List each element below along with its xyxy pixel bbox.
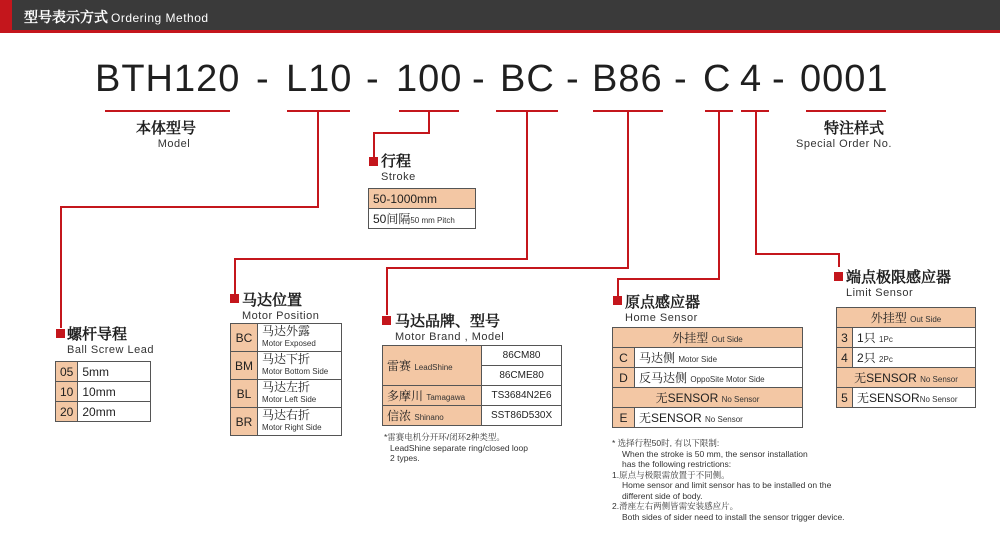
header-accent [0, 0, 12, 30]
bullet-square [230, 294, 239, 303]
motor-position-label: 马达位置 Motor Position [242, 292, 320, 322]
table-row: 雷赛 LeadShine 86CM80 [383, 346, 562, 366]
table-row: BR 马达右折 Motor Right Side [231, 408, 342, 436]
connector-lead [317, 111, 319, 207]
home-sensor-table [612, 327, 803, 428]
limit-sensor-label: 端点极限感应器 Limit Sensor [846, 269, 952, 299]
lead-label: 螺杆导程 Ball Screw Lead [67, 326, 154, 356]
connector-lead [60, 206, 62, 328]
bullet-square [56, 329, 65, 338]
bullet-square [613, 296, 622, 305]
motor-brand-label: 马达品牌、型号 Motor Brand , Model [395, 313, 505, 343]
sensor-note: * 选择行程50时, 有以下限制: When the stroke is 50 mm, the sensor installation has the following restrictions: 1.原点与极限需放置于不同侧。 Home sensor and limit sensor has to be installed on the different side of body. 2.滑座左右两侧皆需安装感应片。 Both sides of sider need to install the sensor trigger device. [612, 438, 845, 522]
bullet-square [834, 272, 843, 281]
connector-home [617, 278, 619, 296]
model-label: 本体型号 Model [136, 120, 197, 150]
limit-sensor-table [836, 307, 976, 408]
code-stroke: 100 [396, 58, 463, 100]
code-dash: - [674, 58, 687, 100]
table-row: 无SENSOR No Sensor [613, 388, 803, 408]
motor-position-table [230, 323, 342, 436]
underline-model [105, 110, 230, 112]
section-title: 型号表示方式 Ordering Method [24, 9, 209, 25]
code-motor-brand: B86 [592, 58, 663, 100]
stroke-label: 行程 Stroke [381, 153, 416, 183]
table-row: 10 10mm [56, 382, 151, 402]
connector-home [718, 111, 720, 279]
table-row: 3 1只 1Pc [837, 328, 976, 348]
connector-limit [755, 111, 757, 254]
connector-position [234, 258, 236, 294]
motor-brand-table [382, 345, 562, 426]
code-model: BTH120 [95, 58, 241, 100]
table-row: 86CME80 [383, 366, 562, 386]
stroke-pitch: 50间隔50 mm Pitch [369, 209, 476, 229]
connector-stroke [373, 132, 375, 158]
code-limit-sensor: 4 [740, 58, 763, 100]
connector-brand [386, 267, 388, 315]
code-home-sensor: C [703, 58, 732, 100]
connector-limit [755, 253, 839, 255]
bullet-square [382, 316, 391, 325]
table-row: 信浓 Shinano SST86D530X [383, 406, 562, 426]
connector-stroke [428, 111, 430, 133]
table-row: 外挂型 Out Side [837, 308, 976, 328]
code-dash: - [366, 58, 379, 100]
table-row: 4 2只 2Pc [837, 348, 976, 368]
table-row: BM 马达下折 Motor Bottom Side [231, 352, 342, 380]
special-order-label: 特注样式 Special Order No. [796, 120, 892, 150]
underline-special [806, 110, 886, 112]
code-special: 0001 [800, 58, 889, 100]
table-row: BL 马达左折 Motor Left Side [231, 380, 342, 408]
brand-note: *雷赛电机分开环/闭环2种类型。 LeadShine separate ring/closed loop 2 types. [384, 432, 528, 463]
table-row: 20 20mm [56, 402, 151, 422]
table-row: 多摩川 Tamagawa TS3684N2E6 [383, 386, 562, 406]
stroke-range: 50-1000mm [369, 189, 476, 209]
connector-brand [627, 111, 629, 268]
table-row: D 反马达侧 OppoSite Motor Side [613, 368, 803, 388]
table-row: BC 马达外露 Motor Exposed [231, 324, 342, 352]
bullet-square [369, 157, 378, 166]
connector-position [526, 111, 528, 259]
lead-table [55, 361, 151, 422]
stroke-table [368, 188, 476, 229]
code-motor-position: BC [500, 58, 555, 100]
connector-limit [838, 253, 840, 267]
section-header [0, 0, 1000, 33]
home-sensor-label: 原点感应器 Home Sensor [625, 294, 701, 324]
connector-lead [60, 206, 319, 208]
code-dash: - [772, 58, 785, 100]
code-dash: - [256, 58, 269, 100]
connector-stroke [373, 132, 430, 134]
table-row: 外挂型 Out Side [613, 328, 803, 348]
code-dash: - [566, 58, 579, 100]
connector-home [617, 278, 720, 280]
connector-position [234, 258, 528, 260]
table-row: 无SENSOR No Sensor [837, 368, 976, 388]
code-lead: L10 [286, 58, 353, 100]
table-row: E 无SENSOR No Sensor [613, 408, 803, 428]
table-row: C 马达侧 Motor Side [613, 348, 803, 368]
table-row: 05 5mm [56, 362, 151, 382]
table-row: 5 无SENSORNo Sensor [837, 388, 976, 408]
connector-brand [386, 267, 629, 269]
code-dash: - [472, 58, 485, 100]
